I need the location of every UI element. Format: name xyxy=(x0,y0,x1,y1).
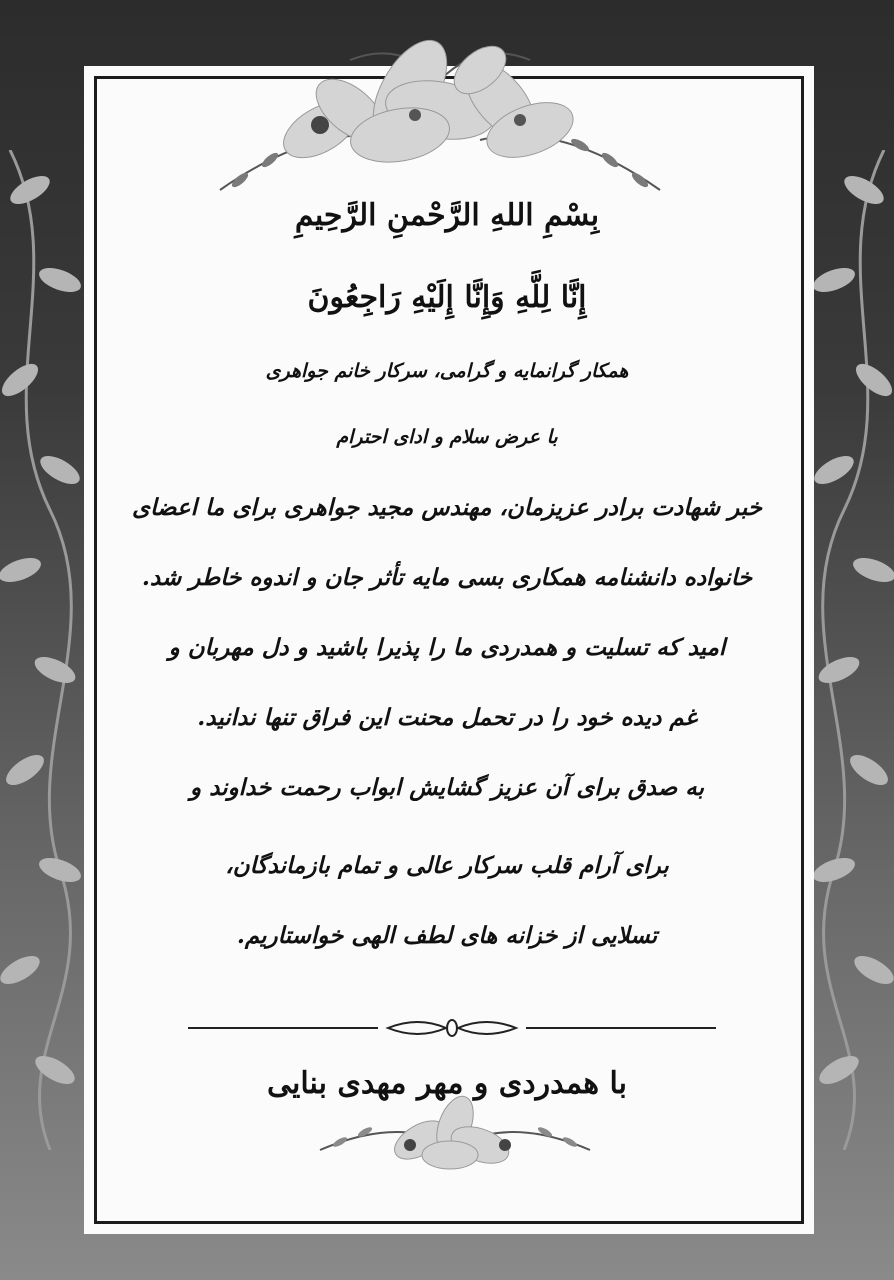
ornamental-divider xyxy=(188,1018,716,1038)
signature: با همدردی و مهر مهدی بنایی xyxy=(267,1066,627,1101)
addressee-line: همکار گرانمایه و گرامی، سرکار خانم جواهری xyxy=(265,360,629,382)
bismillah: بِسْمِ اللهِ الرَّحْمنِ الرَّحِيمِ xyxy=(294,198,600,233)
message-line: غم دیده خود را در تحمل محنت این فراق تنها ندانید. xyxy=(197,704,697,731)
message-line: تسلایی از خزانه های لطف الهی خواستاریم. xyxy=(236,922,658,949)
inna-lillah-verse: إِنَّا لِلَّهِ وَإِنَّا إِلَيْهِ رَاجِعُونَ xyxy=(307,280,587,315)
message-line: به صدق برای آن عزیز گشایش ابواب رحمت خداوند و xyxy=(189,774,704,801)
flower-bouquet-top xyxy=(200,20,680,210)
message-line: خبر شهادت برادر عزیزمان، مهندس مجید جواهری برای ما اعضای xyxy=(131,494,763,521)
greeting-line: با عرض سلام و ادای احترام xyxy=(336,426,558,448)
message-line: امید که تسلیت و همدردی ما را پذیرا باشید و دل مهربان و xyxy=(168,634,726,661)
message-line: خانواده دانشنامه همکاری بسی مایه تأثر جان و اندوه خاطر شد. xyxy=(141,564,753,591)
flower-bouquet-bottom xyxy=(310,1090,600,1180)
message-line: برای آرام قلب سرکار عالی و تمام بازماندگان، xyxy=(225,852,669,879)
